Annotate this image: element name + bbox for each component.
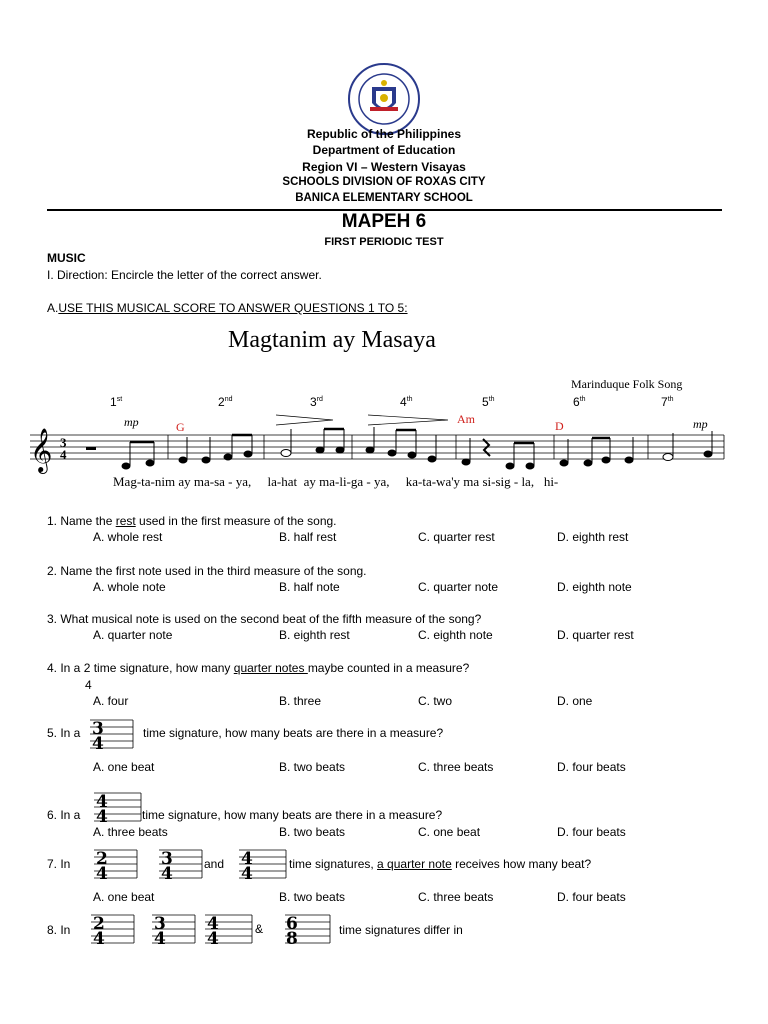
score-instruction: [47, 301, 408, 315]
svg-text:4: 4: [92, 734, 104, 751]
q2-option-d[interactable]: D. eighth note: [557, 580, 632, 594]
question-8-prefix: 8. In: [47, 923, 71, 937]
music-staff: [28, 405, 728, 475]
svg-text:2: 2: [93, 914, 105, 934]
q4-option-a[interactable]: A. four: [93, 694, 129, 708]
q1-option-a[interactable]: A. whole rest: [93, 530, 163, 544]
q4-option-d[interactable]: D. one: [557, 694, 593, 708]
header-line-5: BANICA ELEMENTARY SCHOOL: [295, 192, 473, 204]
q6-option-d[interactable]: D. four beats: [557, 825, 626, 839]
q4-option-b[interactable]: B. three: [279, 694, 322, 708]
q6-option-a[interactable]: A. three beats: [93, 825, 168, 839]
question-4: 4. In a 2 time signature, how many quarter notes maybe counted in a measure?: [47, 661, 470, 675]
time-signature-4-4-icon: [92, 790, 142, 824]
measure-number-2: 2nd: [218, 395, 233, 409]
q5-option-d[interactable]: D. four beats: [557, 760, 626, 774]
q7-option-c[interactable]: C. three beats: [418, 890, 494, 904]
svg-text:4: 4: [60, 447, 67, 462]
question-5: time signature, how many beats are there in a measure?: [143, 726, 444, 740]
q7-option-d[interactable]: D. four beats: [557, 890, 626, 904]
chord-g: G: [176, 420, 185, 434]
question-7: time signatures, a quarter note receives how many beat?: [289, 857, 592, 871]
svg-text:4: 4: [96, 807, 108, 824]
measure-number-1: 1st: [110, 395, 123, 409]
q3-option-c[interactable]: C. eighth note: [418, 628, 493, 642]
svg-text:4: 4: [161, 864, 173, 881]
q8-ampersand: &: [255, 922, 264, 936]
svg-text:3: 3: [161, 849, 173, 869]
measure-number-3: 3rd: [310, 395, 323, 409]
svg-text:2: 2: [96, 849, 108, 869]
question-8: time signatures differ in: [339, 923, 463, 937]
svg-text:4: 4: [207, 929, 219, 946]
q2-option-c[interactable]: C. quarter note: [418, 580, 499, 594]
svg-text:8: 8: [286, 929, 298, 946]
svg-text:4: 4: [154, 929, 166, 946]
question-6-prefix: 6. In a: [47, 808, 81, 822]
dynamic-mp-1: mp: [124, 415, 139, 429]
question-1: 1. Name the rest used in the first measure of the song.: [47, 514, 337, 528]
section-heading: MUSIC: [47, 251, 86, 265]
svg-text:4: 4: [241, 864, 253, 881]
svg-text:6: 6: [286, 914, 298, 934]
treble-clef-icon: 𝄞: [30, 428, 53, 472]
q3-option-a[interactable]: A. quarter note: [93, 628, 173, 642]
q5-option-b[interactable]: B. two beats: [279, 760, 346, 774]
svg-text:3: 3: [154, 914, 166, 934]
svg-text:4: 4: [207, 914, 219, 934]
measure-number-6: 6th: [573, 395, 586, 409]
test-title: FIRST PERIODIC TEST: [324, 236, 444, 248]
time-signature-4-4-icon: [237, 847, 287, 881]
q4-time-denominator: 4: [85, 678, 92, 692]
q7-option-b[interactable]: B. two beats: [279, 890, 346, 904]
q2-option-b[interactable]: B. half note: [279, 580, 340, 594]
svg-text:4: 4: [93, 929, 105, 946]
q1-option-b[interactable]: B. half rest: [279, 530, 337, 544]
q5-option-a[interactable]: A. one beat: [93, 760, 155, 774]
q4-option-c[interactable]: C. two: [418, 694, 453, 708]
q7-option-a[interactable]: A. one beat: [93, 890, 155, 904]
measure-number-7: 7th: [661, 395, 674, 409]
question-2: 2. Name the first note used in the third measure of the song.: [47, 564, 367, 578]
header-line-1: Republic of the Philippines: [306, 127, 461, 141]
svg-text:4: 4: [96, 864, 108, 881]
time-signature-2-4-icon: [89, 912, 135, 946]
question-6: time signature, how many beats are there in a measure?: [142, 808, 443, 822]
header-line-2: Department of Education: [312, 143, 456, 157]
q1-option-d[interactable]: D. eighth rest: [557, 530, 629, 544]
q3-option-d[interactable]: D. quarter rest: [557, 628, 634, 642]
time-signature-3-4-icon: [150, 912, 196, 946]
direction-text: I. Direction: Encircle the letter of the correct answer.: [47, 268, 322, 282]
q6-option-c[interactable]: C. one beat: [418, 825, 481, 839]
q1-option-c[interactable]: C. quarter rest: [418, 530, 495, 544]
svg-text:3: 3: [60, 435, 67, 450]
q7-and: and: [204, 857, 225, 871]
score-prefix: A.: [47, 301, 59, 315]
q3-option-b[interactable]: B. eighth rest: [279, 628, 350, 642]
question-7-prefix: 7. In: [47, 857, 71, 871]
svg-text:4: 4: [241, 849, 253, 869]
score-instruction-text: USE THIS MUSICAL SCORE TO ANSWER QUESTIONS 1 TO 5:: [58, 301, 408, 315]
q6-option-b[interactable]: B. two beats: [279, 825, 346, 839]
song-lyrics: Mag-ta-nim ay ma-sa - ya, la-hat ay ma-li-ga - ya, ka-ta-wa'y ma si-sig - la, hi-: [113, 474, 559, 489]
chord-d: D: [555, 419, 564, 433]
time-signature-4-4-icon: [203, 912, 253, 946]
time-signature-3-4-icon: [157, 847, 203, 881]
subject-title: MAPEH 6: [341, 211, 427, 232]
measure-number-4: 4th: [400, 395, 413, 409]
header-line-4: SCHOOLS DIVISION OF ROXAS CITY: [282, 176, 486, 188]
header-line-3: Region VI – Western Visayas: [302, 160, 466, 174]
deped-seal-logo: [348, 63, 420, 135]
chord-am: Am: [457, 412, 475, 426]
measure-number-5: 5th: [482, 395, 495, 409]
dynamic-mp-2: mp: [693, 417, 708, 431]
time-signature-6-8-icon: [283, 912, 331, 946]
question-5-prefix: 5. In a: [47, 726, 81, 740]
time-signature-3-4-icon: [88, 717, 134, 751]
song-composer: Marinduque Folk Song: [571, 377, 683, 391]
svg-text:3: 3: [92, 719, 104, 739]
q2-option-a[interactable]: A. whole note: [93, 580, 166, 594]
question-3: 3. What musical note is used on the second beat of the fifth measure of the song?: [47, 612, 482, 626]
time-signature-2-4-icon: [92, 847, 138, 881]
svg-text:4: 4: [96, 792, 108, 812]
song-title: Magtanim ay Masaya: [228, 327, 436, 353]
q5-option-c[interactable]: C. three beats: [418, 760, 494, 774]
